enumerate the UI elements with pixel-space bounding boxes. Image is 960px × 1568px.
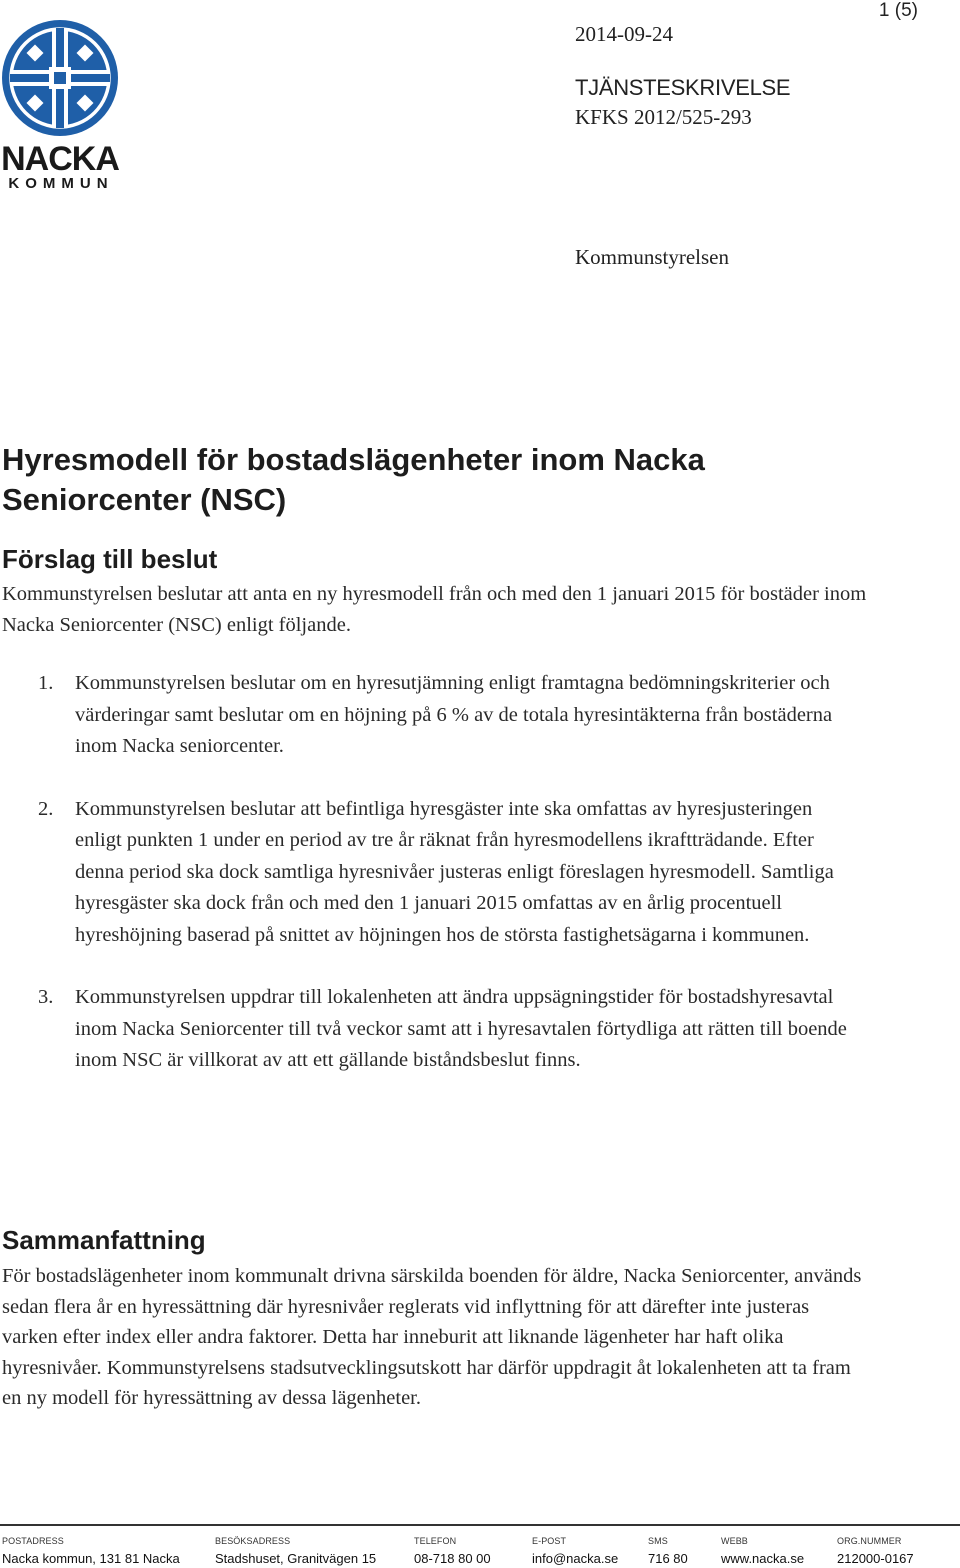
footer-label: SMS: [648, 1536, 668, 1546]
recipient: Kommunstyrelsen: [575, 245, 729, 269]
proposal-item: [2, 982, 902, 1077]
footer-label: E-POST: [532, 1536, 567, 1546]
summary-section: [2, 1224, 902, 1414]
logo-subtext: KOMMUN: [8, 175, 114, 190]
footer-visit: [215, 1526, 376, 1567]
footer-value: 08-718 80 00: [414, 1551, 491, 1566]
item-number: 1.: [38, 672, 54, 694]
footer-web-link[interactable]: www.nacka.se: [721, 1551, 805, 1566]
reference-number: KFKS 2012/525-293: [575, 105, 752, 129]
footer-sms: [648, 1526, 688, 1567]
footer-phone: [414, 1526, 491, 1567]
item-text: Kommunstyrelsen beslutar att befintliga hyresgäster inte ska omfattas av hyresjusteringen enligt punkten 1 under en period av tre år räknat från hyresmodellens ikraftträdande. Efter denna period ska dock samtliga hyresnivåer justeras enligt föreslagen hyresmodell. Samtliga hyresgäster ska dock från och med den 1 januari 2015 omfattas av en årlig procentuell hyreshöjning baserad på snittet av höjningen hos de största fastighetsägarna i kommunen.: [75, 797, 834, 946]
footer-org: [837, 1526, 914, 1567]
proposal-list: [2, 668, 902, 1077]
item-text: Kommunstyrelsen beslutar om en hyresutjämning enligt framtagna bedömningskriterier och värderingar samt beslutar om en höjning på 6 % av de totala hyresintäkterna från bostäderna inom Nacka seniorcenter.: [75, 672, 833, 757]
proposal-item: [2, 794, 902, 952]
footer-label: BESÖKSADRESS: [215, 1536, 291, 1546]
nacka-kommun-logo: [0, 18, 124, 190]
footer-label: ORG.NUMMER: [837, 1536, 902, 1546]
footer-label: TELEFON: [414, 1536, 457, 1546]
summary-heading: Sammanfattning: [2, 1225, 206, 1255]
summary-text: För bostadslägenheter inom kommunalt drivna särskilda boenden för äldre, Nacka Seniorcenter, används sedan flera år en hyressättning där hyresnivåer reglerats vid inflyttning för att därefter inte justeras varken efter index eller andra faktorer. Detta har inneburit att liknande lägenheter har haft olika hyresnivåer. Kommunstyrelsens stadsutvecklingsutskott har därför uppdragit åt lokalenheten att ta fram en ny modell för hyressättning av dessa lägenheter.: [2, 1265, 862, 1409]
page-number: 1 (5): [878, 0, 918, 21]
footer-postal: [2, 1526, 180, 1567]
footer-value: Stadshuset, Granitvägen 15: [215, 1551, 377, 1566]
proposal-section: [2, 543, 902, 1108]
proposal-heading: Förslag till beslut: [2, 544, 218, 574]
footer-email-link[interactable]: info@nacka.se: [532, 1551, 619, 1566]
proposal-intro: Kommunstyrelsen beslutar att anta en ny hyresmodell från och med den 1 januari 2015 för bostäder inom Nacka Seniorcenter (NSC) enligt följande.: [2, 583, 867, 636]
item-number: 3.: [38, 986, 54, 1008]
footer-value: 716 80: [648, 1551, 688, 1566]
item-text: Kommunstyrelsen uppdrar till lokalenheten att ändra uppsägningstider för bostadshyresavtal inom Nacka Seniorcenter till två veckor samt att i hyresavtalen förtydliga att rätten till boende inom NSC är villkorat av att ett gällande biståndsbeslut finns.: [75, 986, 847, 1071]
document-date: 2014-09-24: [575, 22, 673, 46]
item-number: 2.: [38, 797, 54, 820]
footer-label: POSTADRESS: [2, 1536, 64, 1546]
footer-label: WEBB: [721, 1536, 748, 1546]
document-type: TJÄNSTESKRIVELSE: [575, 75, 791, 100]
footer: [0, 1524, 960, 1568]
footer-value: 212000-0167: [837, 1551, 914, 1566]
footer-email: [532, 1526, 618, 1567]
footer-value: Nacka kommun, 131 81 Nacka: [2, 1551, 180, 1566]
proposal-item: [2, 668, 902, 763]
footer-web: [721, 1526, 804, 1567]
document-title: Hyresmodell för bostadslägenheter inom Nacka Seniorcenter (NSC): [2, 442, 705, 517]
logo-emblem-icon: [2, 20, 118, 136]
logo-wordmark: NACKA: [1, 140, 119, 178]
